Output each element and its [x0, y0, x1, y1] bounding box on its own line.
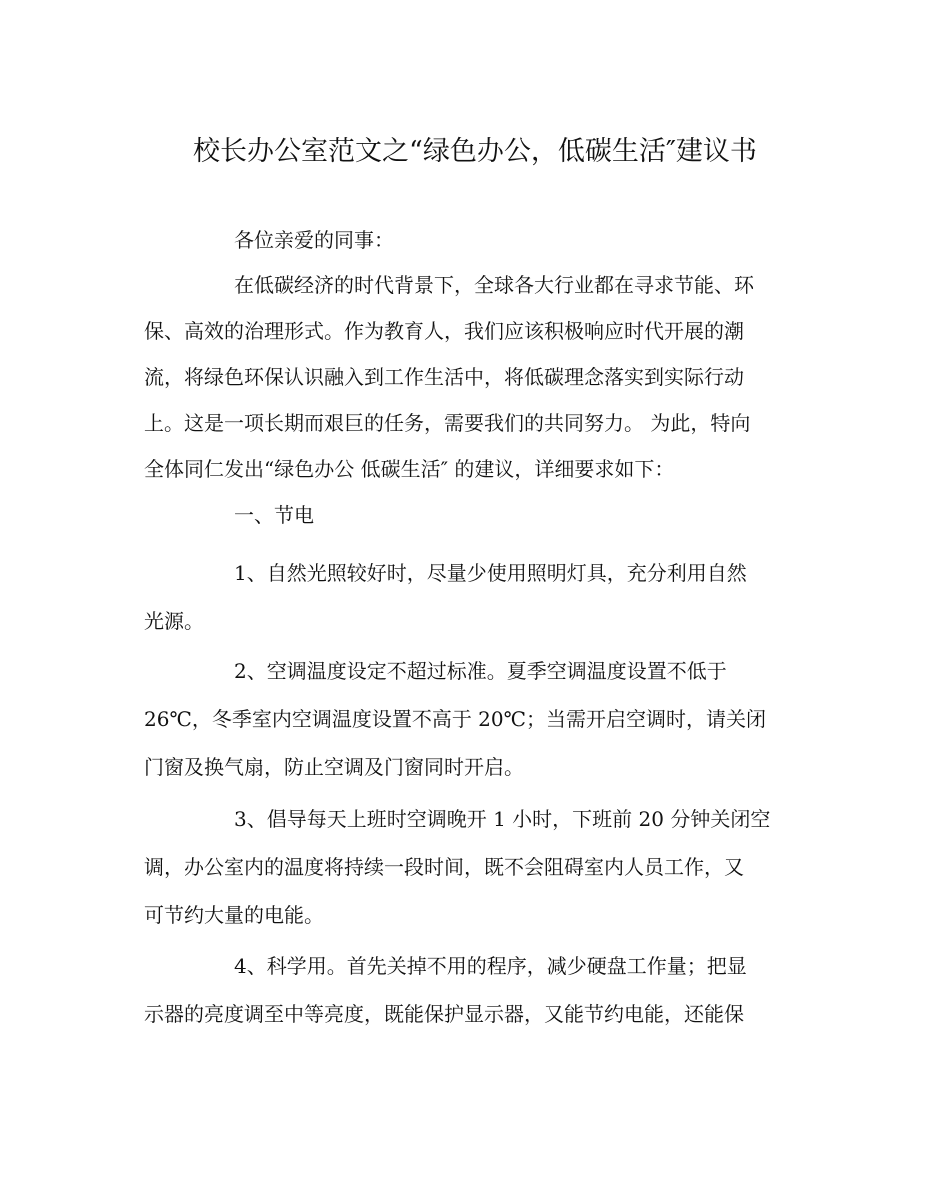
paragraph-line: 流，将绿色环保认识融入到工作生活中，将低碳理念落实到实际行动	[144, 365, 744, 389]
section-heading: 一、节电	[234, 503, 314, 527]
paragraph-line: 1、自然光照较好时，尽量少使用照明灯具，充分利用自然	[234, 561, 747, 585]
paragraph-line: 保、高效的治理形式。作为教育人，我们应该积极响应时代开展的潮	[144, 319, 744, 343]
paragraph-line: 全体同仁发出“绿色办公 低碳生活″ 的建议，详细要求如下：	[144, 457, 675, 481]
document-title: 校长办公室范文之“绿色办公，低碳生活″建议书	[193, 136, 757, 167]
paragraph-line: 光源。	[144, 609, 204, 633]
paragraph-line: 示器的亮度调至中等亮度，既能保护显示器，又能节约电能，还能保	[144, 1002, 744, 1026]
paragraph-line: 3、倡导每天上班时空调晚开 1 小时，下班前 20 分钟关闭空	[234, 807, 771, 831]
paragraph-line: 门窗及换气扇，防止空调及门窗同时开启。	[144, 755, 524, 779]
salutation: 各位亲爱的同事：	[234, 228, 394, 252]
paragraph-line: 调，办公室内的温度将持续一段时间，既不会阻碍室内人员工作，又	[144, 855, 744, 879]
paragraph-line: 26℃，冬季室内空调温度设置不高于 20℃；当需开启空调时，请关闭	[144, 707, 767, 731]
paragraph-line: 在低碳经济的时代背景下，全球各大行业都在寻求节能、环	[234, 273, 754, 297]
paragraph-line: 2、空调温度设定不超过标准。夏季空调温度设置不低于	[234, 659, 727, 683]
paragraph-line: 可节约大量的电能。	[144, 903, 324, 927]
paragraph-line: 4、科学用。首先关掉不用的程序，减少硬盘工作量；把显	[234, 954, 747, 978]
paragraph-line: 上。这是一项长期而艰巨的任务，需要我们的共同努力。 为此，特向	[144, 411, 751, 435]
